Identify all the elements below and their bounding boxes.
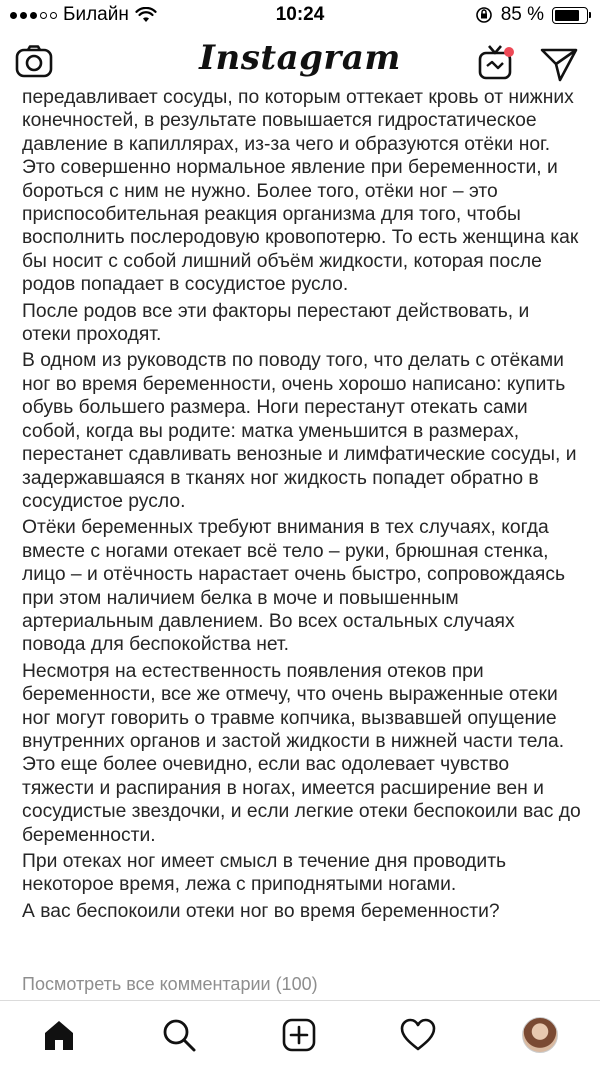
battery-level-fill <box>555 10 579 21</box>
top-navigation-bar <box>0 32 600 90</box>
profile-avatar <box>522 1017 558 1053</box>
post-caption <box>22 86 582 974</box>
caption-paragraph: В одном из руководств по поводу того, что делать с отёками ног во время беременности, очень хорошо написано: купить обувь большего размера. Ноги перестанут отекать сами собой, когда вы родите: матка уменьшится в размерах, перестанет сдавливать венозные и лимфатические сосуды, и задержавшаяся в тканях ног жидкость попадет обратно в сосудистое русло. <box>22 350 577 512</box>
home-icon <box>41 1017 77 1053</box>
status-right-group <box>475 4 588 26</box>
caption-paragraph: При отеках ног имеет смысл в течение дня проводить некоторое время, лежа с приподнятыми ногами. <box>22 851 507 896</box>
direct-message-icon[interactable] <box>538 44 580 84</box>
tab-search[interactable] <box>159 1015 199 1055</box>
caption-paragraph: передавливает сосуды, по которым оттекает кровь от нижних конечностей, в результате повышается гидростатическое давление в капиллярах, из-за чего и образуются отёки ног. Это совершенно нормальное явление при беременности, и бороться с ним не нужно. Более того, отёки ног – это приспособительная реакция организма для того, чтобы восполнить послеродовую кровопотерю. То есть женщина как бы носит с собой лишний объём жидкости, которая после родов попадает в сосудистое русло. <box>22 87 579 296</box>
caption-paragraph: Несмотря на естественность появления отеков при беременности, все же отмечу, что очень выраженные отеки ног могут говорить о травме копчика, вызвавшей опущение внутренних органов и застой жидкости в нижней части тела. Это еще более очевидно, если вас одолевает чувство тяжести и распирания в ногах, имеется расширение вен и сосудистые звездочки, и если легкие отеки беспокоили вас до беременности. <box>22 660 581 846</box>
add-post-icon <box>281 1017 317 1053</box>
carrier-name: Билайн <box>63 4 129 25</box>
battery-percent: 85 % <box>500 4 544 25</box>
activity-heart-icon <box>399 1017 437 1053</box>
rotation-lock-icon <box>475 6 493 24</box>
view-all-comments-link[interactable]: Посмотреть все комментарии (100) <box>22 974 318 994</box>
battery-icon <box>552 7 588 24</box>
status-bar <box>0 0 600 32</box>
clock: 10:24 <box>275 4 325 25</box>
caption-paragraph: Отёки беременных требуют внимания в тех случаях, когда вместе с ногами отекает всё тело – руки, брюшная стенка, лицо – и отёчность нарастает очень быстро, сопровождаясь при этом наличием белка в моче и повышенным артериальным давлением. Во всех остальных случаях повода для беспокойства нет. <box>22 517 565 656</box>
instagram-logo: Instagram <box>199 38 401 78</box>
igtv-icon[interactable] <box>476 42 518 84</box>
caption-paragraph: А вас беспокоили отеки ног во время беременности? <box>22 900 500 922</box>
tab-activity[interactable] <box>398 1015 438 1055</box>
search-icon <box>161 1017 197 1053</box>
caption-paragraph: После родов все эти факторы перестают действовать, и отеки проходят. <box>22 300 530 346</box>
tab-add-post[interactable] <box>279 1015 319 1055</box>
bottom-tab-bar <box>0 1000 600 1067</box>
notification-dot <box>504 47 514 57</box>
tab-profile[interactable] <box>520 1015 560 1055</box>
tab-home[interactable] <box>39 1015 79 1055</box>
